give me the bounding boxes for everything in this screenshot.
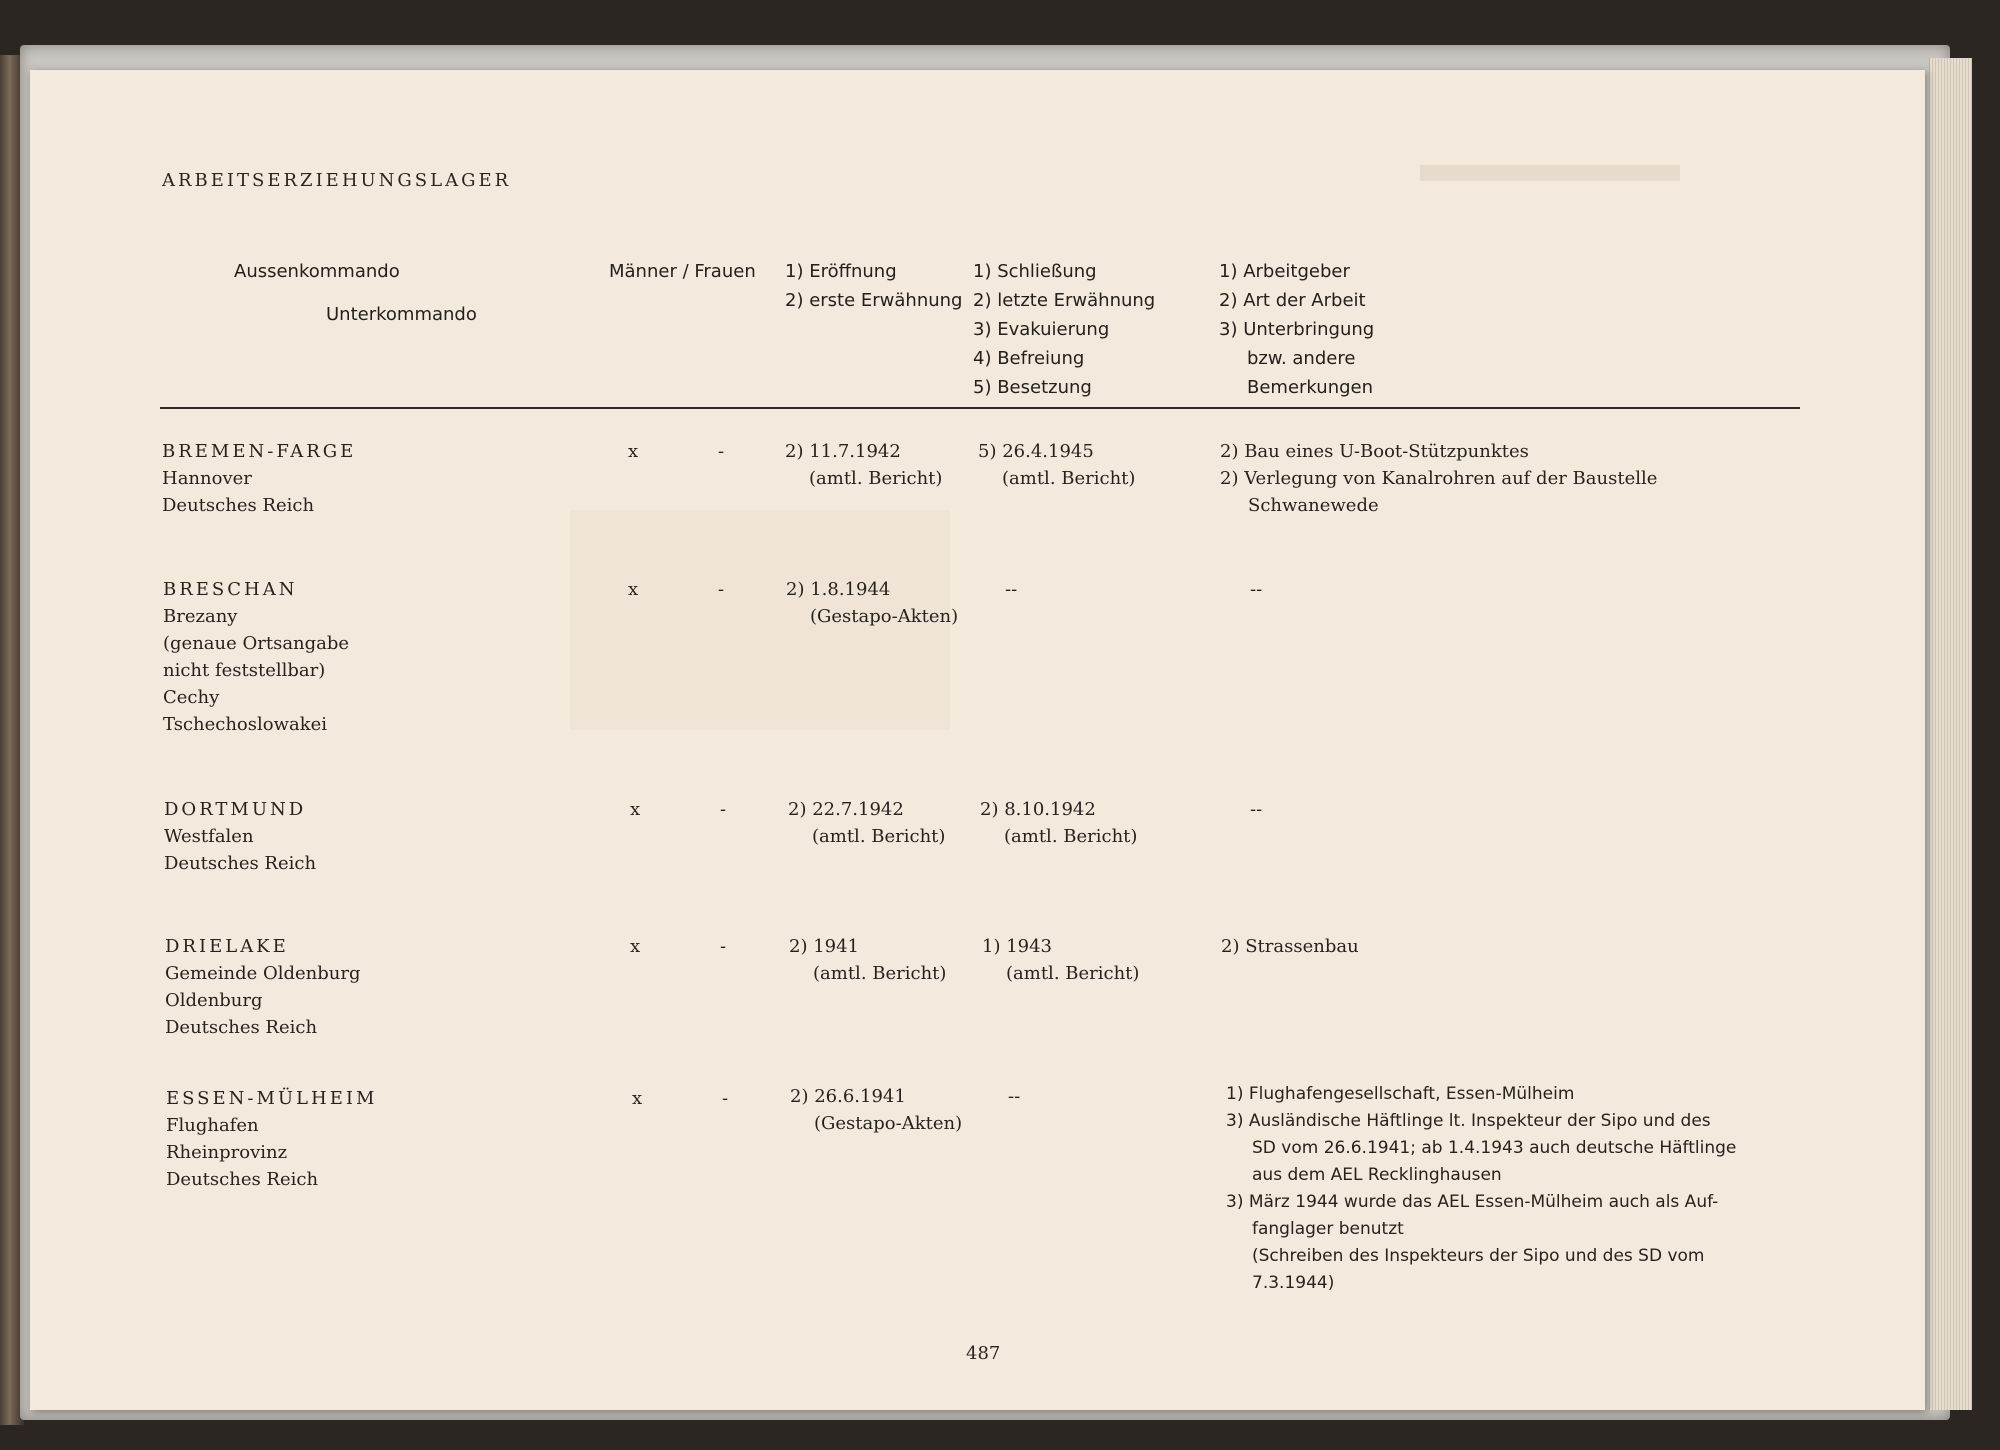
women-mark: - bbox=[722, 1088, 729, 1109]
location-line: Deutsches Reich bbox=[162, 495, 315, 516]
source-line: (amtl. Bericht) bbox=[1004, 826, 1138, 847]
page-stack-edge bbox=[1929, 58, 1972, 1410]
women-mark: - bbox=[718, 441, 725, 462]
date-line: 2) 22.7.1942 bbox=[788, 799, 904, 820]
header-line: 4) Befreiung bbox=[973, 348, 1085, 369]
date-line: 5) 26.4.1945 bbox=[978, 441, 1094, 462]
header-maenner-frauen: Männer / Frauen bbox=[609, 261, 756, 282]
closing-date bbox=[1005, 576, 1017, 603]
header-rule bbox=[160, 407, 1800, 409]
remark-line: 3) März 1944 wurde das AEL Essen-Mülheim auch als Auf- bbox=[1226, 1192, 1719, 1212]
entry-name: DRIELAKE bbox=[165, 936, 289, 957]
entry-location bbox=[165, 933, 361, 1041]
header-line: 1) Schließung bbox=[973, 261, 1097, 282]
opening-date bbox=[788, 796, 945, 850]
date-line: 2) 8.10.1942 bbox=[980, 799, 1096, 820]
entry-name: BREMEN-FARGE bbox=[162, 441, 357, 462]
women-mark: - bbox=[720, 936, 727, 957]
header-line: 5) Besetzung bbox=[973, 377, 1092, 398]
location-line: Oldenburg bbox=[165, 990, 263, 1011]
remark-line: SD vom 26.6.1941; ab 1.4.1943 auch deutsche Häftlinge bbox=[1252, 1138, 1737, 1158]
entry-name: ESSEN-MÜLHEIM bbox=[166, 1088, 378, 1109]
men-mark: x bbox=[628, 579, 639, 600]
opening-date bbox=[786, 576, 958, 630]
remarks bbox=[1220, 438, 1657, 519]
opening-date bbox=[789, 933, 946, 987]
date-line: 2) 11.7.1942 bbox=[785, 441, 901, 462]
source-line: (amtl. Bericht) bbox=[1002, 468, 1136, 489]
location-line: Westfalen bbox=[164, 826, 254, 847]
date-line: 2) 26.6.1941 bbox=[790, 1086, 906, 1107]
remark-line: Schwanewede bbox=[1248, 495, 1379, 516]
location-line: Deutsches Reich bbox=[165, 1017, 318, 1038]
women-mark: - bbox=[718, 579, 725, 600]
header-line: Bemerkungen bbox=[1247, 377, 1374, 398]
location-line: Tschechoslowakei bbox=[163, 714, 328, 735]
location-line: nicht feststellbar) bbox=[163, 660, 326, 681]
header-line: bzw. andere bbox=[1247, 348, 1356, 369]
women-mark: - bbox=[720, 799, 727, 820]
page-number: 487 bbox=[966, 1343, 1001, 1364]
remarks bbox=[1250, 576, 1262, 603]
entry-location bbox=[164, 796, 316, 877]
location-line: Deutsches Reich bbox=[166, 1169, 319, 1190]
location-line: Gemeinde Oldenburg bbox=[165, 963, 361, 984]
source-line: (Gestapo-Akten) bbox=[814, 1113, 963, 1134]
remark-line: fanglager benutzt bbox=[1252, 1219, 1404, 1239]
header-line: 3) Evakuierung bbox=[973, 319, 1110, 340]
entry-name: BRESCHAN bbox=[163, 579, 298, 600]
remark-line: (Schreiben des Inspekteurs der Sipo und des SD vom bbox=[1252, 1246, 1705, 1266]
entry-location bbox=[163, 576, 349, 738]
header-line: 1) Arbeitgeber bbox=[1219, 261, 1350, 282]
header-line: 2) letzte Erwähnung bbox=[973, 290, 1156, 311]
header-line: 2) Art der Arbeit bbox=[1219, 290, 1366, 311]
source-line: (amtl. Bericht) bbox=[813, 963, 947, 984]
header-arbeitgeber bbox=[1219, 257, 1374, 402]
remarks bbox=[1226, 1081, 1736, 1297]
closing-date bbox=[982, 933, 1139, 987]
men-mark: x bbox=[628, 441, 639, 462]
closing-date bbox=[980, 796, 1137, 850]
date-line: 1) 1943 bbox=[982, 936, 1053, 957]
source-line: (amtl. Bericht) bbox=[1006, 963, 1140, 984]
entry-location bbox=[162, 438, 356, 519]
date-line: -- bbox=[1008, 1086, 1021, 1107]
location-line: Flughafen bbox=[166, 1115, 259, 1136]
location-line: (genaue Ortsangabe bbox=[163, 633, 350, 654]
date-line: 2) 1941 bbox=[789, 936, 860, 957]
location-line: Brezany bbox=[163, 606, 238, 627]
remark-line: -- bbox=[1250, 579, 1263, 600]
remark-line: 7.3.1944) bbox=[1252, 1273, 1335, 1293]
header-schliessung bbox=[973, 257, 1155, 402]
closing-date bbox=[1008, 1083, 1020, 1110]
location-line: Hannover bbox=[162, 468, 252, 489]
entry-name: DORTMUND bbox=[164, 799, 307, 820]
header-unterkommando: Unterkommando bbox=[326, 304, 477, 325]
remark-line: 3) Ausländische Häftlinge lt. Inspekteur der Sipo und des bbox=[1226, 1111, 1711, 1131]
remark-line: aus dem AEL Recklinghausen bbox=[1252, 1165, 1502, 1185]
men-mark: x bbox=[632, 1088, 643, 1109]
section-title: ARBEITSERZIEHUNGSLAGER bbox=[162, 170, 512, 191]
source-line: (amtl. Bericht) bbox=[809, 468, 943, 489]
header-line: 2) erste Erwähnung bbox=[785, 290, 963, 311]
date-line: 2) 1.8.1944 bbox=[786, 579, 891, 600]
entry-location bbox=[166, 1085, 377, 1193]
location-line: Rheinprovinz bbox=[166, 1142, 288, 1163]
location-line: Deutsches Reich bbox=[164, 853, 317, 874]
show-through-shading bbox=[1420, 165, 1680, 181]
header-line: 3) Unterbringung bbox=[1219, 319, 1375, 340]
header-aussenkommando: Aussenkommando bbox=[234, 261, 400, 282]
remark-line: 2) Strassenbau bbox=[1221, 936, 1359, 957]
header-line: 1) Eröffnung bbox=[785, 261, 897, 282]
location-line: Cechy bbox=[163, 687, 220, 708]
book-page bbox=[30, 70, 1925, 1410]
remarks bbox=[1250, 796, 1262, 823]
opening-date bbox=[785, 438, 942, 492]
men-mark: x bbox=[630, 936, 641, 957]
source-line: (Gestapo-Akten) bbox=[810, 606, 959, 627]
remark-line: -- bbox=[1250, 799, 1263, 820]
header-eroeffnung bbox=[785, 257, 963, 315]
remark-line: 1) Flughafengesellschaft, Essen-Mülheim bbox=[1226, 1084, 1575, 1104]
remarks bbox=[1221, 933, 1359, 960]
closing-date bbox=[978, 438, 1135, 492]
remark-line: 2) Verlegung von Kanalrohren auf der Baustelle bbox=[1220, 468, 1658, 489]
men-mark: x bbox=[630, 799, 641, 820]
source-line: (amtl. Bericht) bbox=[812, 826, 946, 847]
remark-line: 2) Bau eines U-Boot-Stützpunktes bbox=[1220, 441, 1529, 462]
opening-date bbox=[790, 1083, 962, 1137]
date-line: -- bbox=[1005, 579, 1018, 600]
